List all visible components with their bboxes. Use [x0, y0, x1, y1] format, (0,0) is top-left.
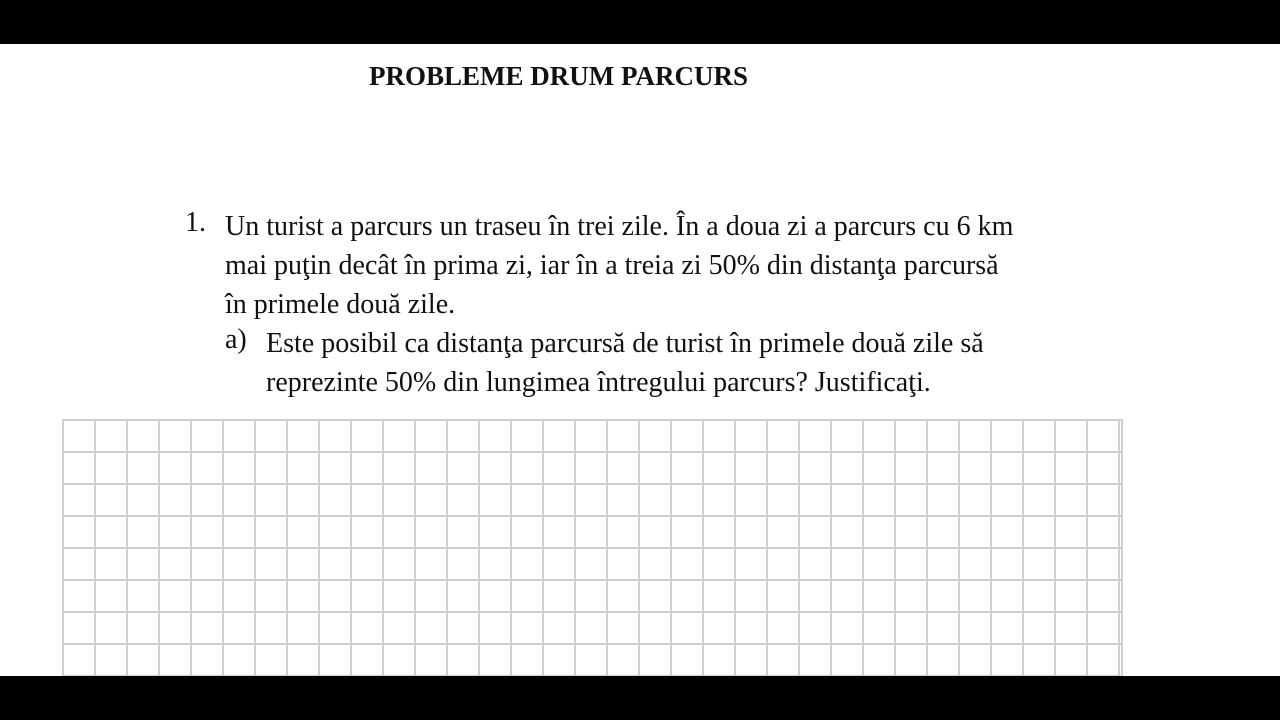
- subquestion-line: reprezinte 50% din lungimea întregului parcurs? Justificaţi.: [266, 367, 931, 398]
- document-title: PROBLEME DRUM PARCURS: [369, 61, 748, 91]
- letterbox-bottom-bar: [0, 676, 1280, 720]
- problem-statement: [225, 207, 1125, 324]
- subquestion-label: a): [225, 324, 247, 355]
- problem-line: Un turist a parcurs un traseu în trei zile. În a doua zi a parcurs cu 6 km: [225, 211, 1014, 242]
- problem-line: în primele două zile.: [225, 289, 456, 320]
- subquestion-text: [266, 324, 1126, 402]
- document-page: [0, 44, 1280, 676]
- subquestion-line: Este posibil ca distanţa parcursă de turist în primele două zile să: [266, 328, 984, 359]
- answer-grid: [62, 419, 1123, 676]
- problem-number: 1.: [185, 207, 206, 238]
- problem-line: mai puţin decât în prima zi, iar în a treia zi 50% din distanţa parcursă: [225, 250, 999, 281]
- letterbox-top-bar: [0, 0, 1280, 44]
